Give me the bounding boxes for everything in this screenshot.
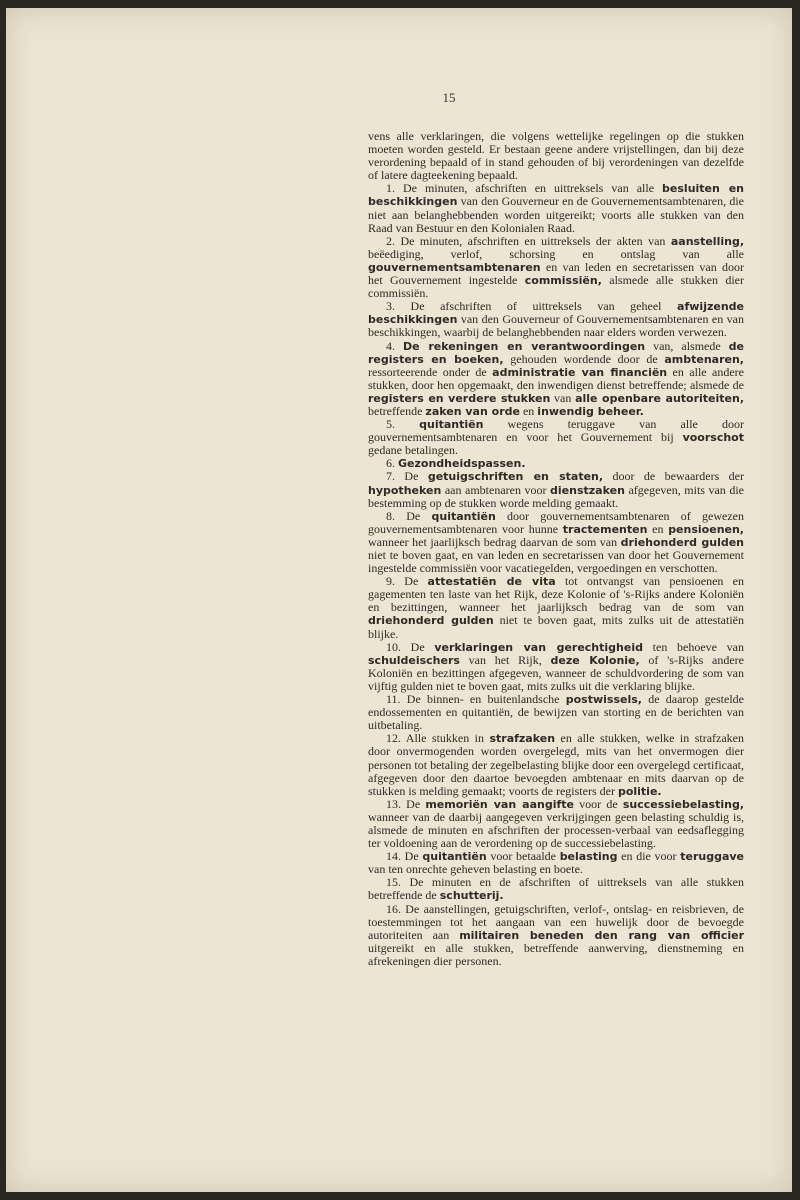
list-item xyxy=(368,575,744,640)
text-run: 7. De xyxy=(386,469,428,484)
bold-term: aanstelling, xyxy=(670,234,744,248)
text-run: van den Gouverneur of Gouvernementsambtenaren en van beschikkingen, waarbij de belanghebbenden naar elders worden verwezen. xyxy=(368,312,744,340)
text-run: niet te boven gaat, en van leden en secretarissen van door het Gouvernement ingestelde commissiën voor vacatiegelden, vergoedingen en verschotten. xyxy=(368,548,744,576)
text-run: of 's-Rijks andere Koloniën en bezittingen afgegeven, wanneer de schuldvordering de som van vijftig gulden niet te boven gaat, mits zulks uit die verklaring blijke. xyxy=(368,652,745,693)
list-item xyxy=(368,641,744,693)
text-run: 8. De xyxy=(386,508,432,523)
text-run: en alle stukken, welke in strafzaken door onvermogenden worden overgelegd, mits van het onvermogen dier personen tot betaling der zegelbelasting blijke door een overgelegd certificaat, afgegeven door den daartoe bevoegden ambtenaar en mits daarvan op de stukken is melding gemaakt; voorts de registers der xyxy=(368,731,745,798)
text-run: 6. xyxy=(386,456,398,471)
text-run: 4. xyxy=(386,338,403,353)
bold-term: de registers en boeken, xyxy=(368,339,744,366)
bold-term: alle openbare autoriteiten, xyxy=(575,391,745,405)
text-run: 3. De afschriften of uittreksels van geheel xyxy=(386,299,678,314)
text-run: door de bewaarders der xyxy=(603,469,744,484)
page-number: 15 xyxy=(442,90,456,105)
text-run: alsmede alle stukken dier commissiën. xyxy=(368,273,745,301)
text-run: van den Gouverneur en de Gouvernementsambtenaren, die niet aan belanghebbenden worden uitgereikt; voorts alle stukken van den Raad van Bestuur en den Kolonialen Raad. xyxy=(368,194,744,235)
bold-term: tractementen xyxy=(562,522,648,536)
list-item xyxy=(368,798,744,850)
bold-term: attestatiën de vita xyxy=(427,575,556,589)
list-item xyxy=(368,300,744,339)
intro-paragraph: vens alle verklaringen, die volgens wettelijke regelingen op die stukken moeten worden gesteld. Er bestaan geene andere vrijstellingen, dan bij deze verordening bepaald of in stand gehouden of bij verordeningen van dezelfde of latere dagteekening bepaald. xyxy=(368,129,744,183)
text-run: van het Rijk, xyxy=(459,652,551,667)
bold-term: verklaringen van gerechtigheid xyxy=(434,640,643,654)
text-run: 13. De xyxy=(386,796,426,811)
bold-term: deze Kolonie, xyxy=(550,653,640,667)
text-run: wegens teruggave van alle door gouvernementsambtenaren en voor het Gouvernement bij xyxy=(368,417,744,445)
text-run: en alle andere stukken, door hen opgemaakt, den inwendigen dienst betreffende; alsmede de xyxy=(368,364,744,392)
bold-term: voorschot xyxy=(682,431,744,445)
list-item xyxy=(368,235,744,300)
bold-term: teruggave xyxy=(680,850,744,864)
list-item xyxy=(368,182,744,234)
bold-term: quitantiën xyxy=(422,850,487,864)
text-run: wanneer van de daarbij aangegeven verkrijgingen geen belasting schuldig is, alsmede de minuten en afschriften der processen-verbaal van eedsaflegging ter voldoening aan de verordening op de successiebelasting. xyxy=(368,809,744,851)
text-run: voor betaalde xyxy=(486,849,560,864)
bold-term: commissiën, xyxy=(524,274,602,288)
text-run: 9. De xyxy=(386,574,428,589)
text-run: 5. xyxy=(386,417,420,432)
bold-term: successiebelasting, xyxy=(622,797,745,811)
text-run: 10. De xyxy=(386,639,435,654)
text-run: gehouden wordende door de xyxy=(503,351,665,366)
bold-term: militairen beneden den rang van officier xyxy=(459,928,744,942)
text-run: door gouvernementsambtenaren of gewezen gouvernementsambtenaren voor hunne xyxy=(368,508,744,536)
bold-term: ambtenaren, xyxy=(664,352,744,366)
item-list xyxy=(368,182,744,968)
bold-term: quitantiën xyxy=(431,509,496,523)
text-run: aan ambtenaren voor xyxy=(441,482,551,497)
list-item xyxy=(368,693,744,732)
list-item xyxy=(368,340,744,419)
bold-term: postwissels, xyxy=(565,693,642,707)
text-run: en xyxy=(519,403,538,418)
text-run: ressorteerende onder de xyxy=(368,364,493,379)
text-run: en van leden en secretarissen van door het Gouvernement ingestelde xyxy=(368,259,744,288)
text-run: van xyxy=(550,390,576,405)
bold-term: dienstzaken xyxy=(550,483,625,497)
text-run: afgegeven, mits van die bestemming op de stukken worde melding gemaakt. xyxy=(368,482,744,510)
text-run: 2. De minuten, afschriften en uittreksels der akten van xyxy=(386,233,671,248)
bold-term: memoriën van aangifte xyxy=(425,797,574,811)
text-run: de daarop gestelde endossementen en quitantiën, de bewijzen van storting en de berichten van uitbetaling. xyxy=(368,692,744,733)
bold-term: afwijzende beschikkingen xyxy=(368,300,744,327)
bold-term: strafzaken xyxy=(489,732,556,746)
text-run: van ten onrechte geheven belasting en boete. xyxy=(368,862,583,877)
bold-term: driehonderd gulden xyxy=(368,614,494,628)
list-item xyxy=(368,732,744,797)
bold-term: inwendig beheer. xyxy=(537,404,644,418)
text-run: wanneer het jaarlijksch bedrag daarvan de som van xyxy=(368,534,621,549)
bold-term: quitantiën xyxy=(419,418,484,432)
text-run: 11. De binnen- en buitenlandsche xyxy=(386,692,566,707)
text-run: tot ontvangst van pensioenen en gagementen ten laste van het Rijk, deze Kolonie of 's-Rijks andere Koloniën en bezittingen, wanneer het jaarlijksch bedrag van de som van xyxy=(368,574,745,615)
list-item xyxy=(368,418,744,457)
document-page xyxy=(6,8,792,1192)
text-run: en die voor xyxy=(617,849,681,864)
text-run: uitgereikt en alle stukken, betreffende aanwerving, dienstneming en afrekeningen dier personen. xyxy=(368,940,744,968)
text-run: 14. De xyxy=(386,849,423,864)
text-run: beëediging, verlof, schorsing en ontslag van alle xyxy=(368,246,744,261)
bold-term: hypotheken xyxy=(368,483,442,497)
bold-term: besluiten en beschikkingen xyxy=(368,182,744,209)
bold-term: administratie van financiën xyxy=(492,365,668,379)
text-run: voor de xyxy=(574,796,623,811)
bold-term: registers en verdere stukken xyxy=(368,391,551,405)
text-run: gedane betalingen. xyxy=(368,443,458,458)
list-item xyxy=(368,850,744,876)
list-item xyxy=(368,470,744,509)
text-run: niet te boven gaat, mits zulks uit de attestatiën blijke. xyxy=(368,613,745,641)
bold-term: politie. xyxy=(617,784,662,798)
body-text xyxy=(368,130,744,968)
text-run: 1. De minuten, afschriften en uittreksels van alle xyxy=(386,181,663,196)
text-run: van, alsmede xyxy=(645,338,729,353)
bold-term: schutterij. xyxy=(439,889,504,903)
bold-term: belasting xyxy=(559,850,618,864)
bold-term: schuldeischers xyxy=(368,653,460,667)
list-item xyxy=(368,876,744,902)
bold-term: getuigschriften en staten, xyxy=(427,470,604,484)
text-run: 12. Alle stukken in xyxy=(386,731,490,746)
text-run: betreffende xyxy=(368,403,426,418)
text-run: 15. De minuten en de afschriften of uittreksels van alle stukken betreffende de xyxy=(368,875,744,903)
bold-term: zaken van orde xyxy=(425,404,520,418)
bold-term: pensioenen, xyxy=(668,522,744,536)
text-run: 16. De aanstellingen, getuigschriften, verlof-, ontslag- en reisbrieven, de toestemmingen tot het aangaan van een huwelijk door de bevoegde autoriteiten aan xyxy=(368,901,744,942)
bold-term: De rekeningen en verantwoordingen xyxy=(402,339,646,353)
text-run: en xyxy=(647,521,669,536)
bold-term: driehonderd gulden xyxy=(620,535,745,549)
list-item xyxy=(368,510,744,575)
list-item xyxy=(368,903,744,968)
bold-term: gouvernementsambtenaren xyxy=(368,260,541,274)
bold-term: Gezondheidspassen. xyxy=(398,457,526,471)
text-run: ten behoeve van xyxy=(642,639,744,654)
